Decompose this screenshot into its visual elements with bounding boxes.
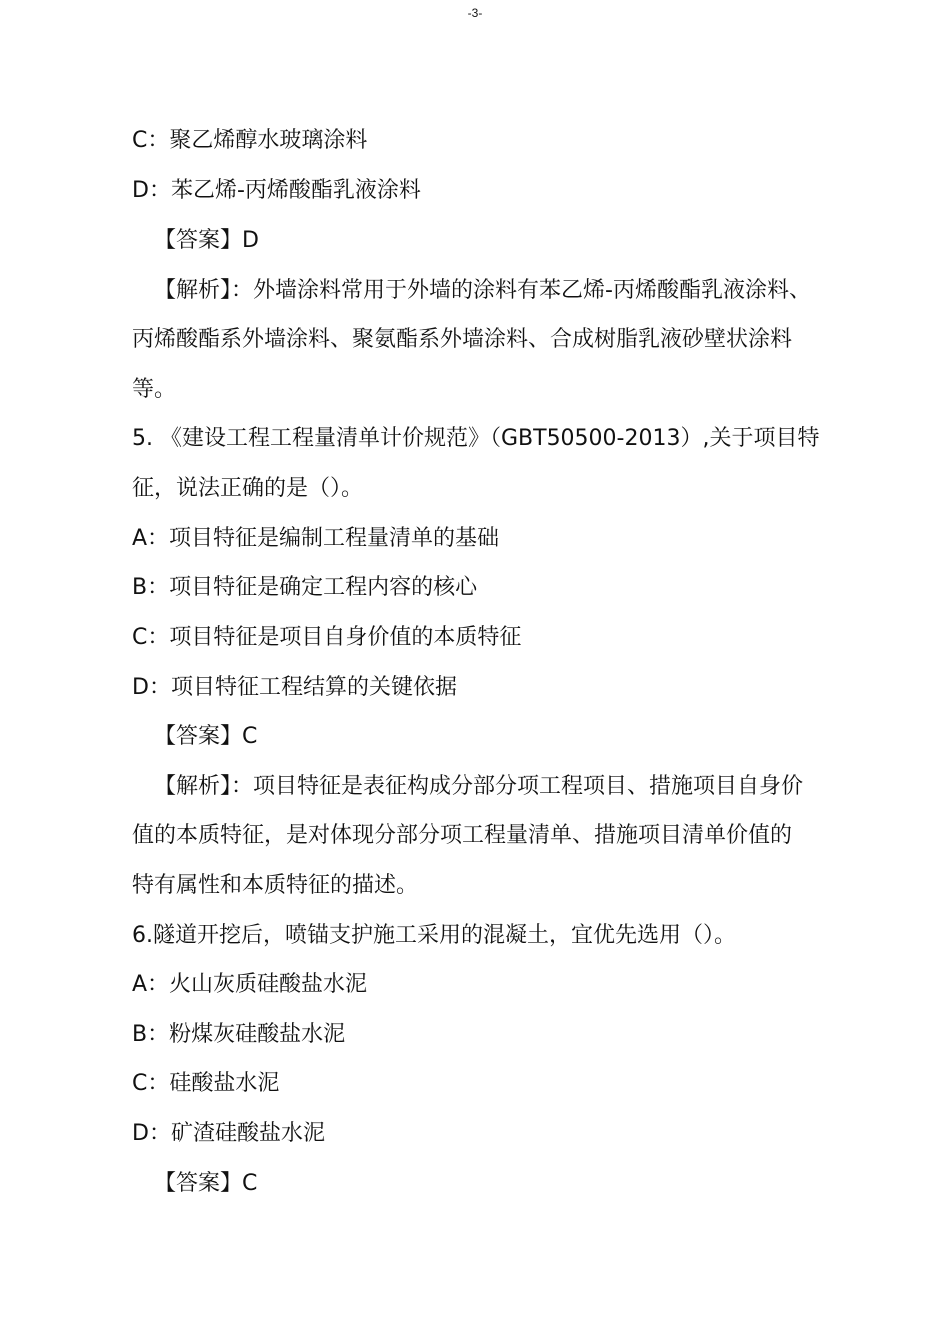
q4-analysis-line-2: 丙烯酸酯系外墙涂料、聚氨酯系外墙涂料、合成树脂乳液砂壁状涂料 [132,327,793,352]
q5-option-b: B：项目特征是确定工程内容的核心 [132,575,478,600]
q4-option-d: D：苯乙烯-丙烯酸酯乳液涂料 [132,178,421,203]
q5-question-line-1: 5. 《建设工程工程量清单计价规范》（GBT50500-2013）,关于项目特 [132,426,820,451]
q5-answer: 【答案】C [154,724,258,749]
q5-option-d: D：项目特征工程结算的关键依据 [132,675,457,700]
q6-answer: 【答案】C [154,1171,258,1196]
q6-option-b: B：粉煤灰硅酸盐水泥 [132,1022,346,1047]
q5-analysis-line-3: 特有属性和本质特征的描述。 [132,873,419,898]
q5-question-line-2: 征，说法正确的是（）。 [132,476,364,501]
q6-option-a: A：火山灰质硅酸盐水泥 [132,972,368,997]
q5-option-c: C：项目特征是项目自身价值的本质特征 [132,625,522,650]
page-number: -3- [467,6,483,20]
q6-question: 6.隧道开挖后，喷锚支护施工采用的混凝土，宜优先选用（）。 [132,923,736,948]
q4-analysis-line-3: 等。 [132,377,177,402]
q5-analysis-line-2: 值的本质特征，是对体现分部分项工程量清单、措施项目清单价值的 [132,823,793,848]
q5-option-a: A：项目特征是编制工程量清单的基础 [132,526,500,551]
q6-option-c: C：硅酸盐水泥 [132,1071,280,1096]
q6-option-d: D：矿渣硅酸盐水泥 [132,1121,325,1146]
q4-option-c: C：聚乙烯醇水玻璃涂料 [132,128,368,153]
q4-analysis-line-1: 【解析】：外墙涂料常用于外墙的涂料有苯乙烯-丙烯酸酯乳液涂料、 [154,278,811,303]
q4-answer: 【答案】D [154,228,259,253]
q5-analysis-line-1: 【解析】：项目特征是表征构成分部分项工程项目、措施项目自身价 [154,774,804,799]
